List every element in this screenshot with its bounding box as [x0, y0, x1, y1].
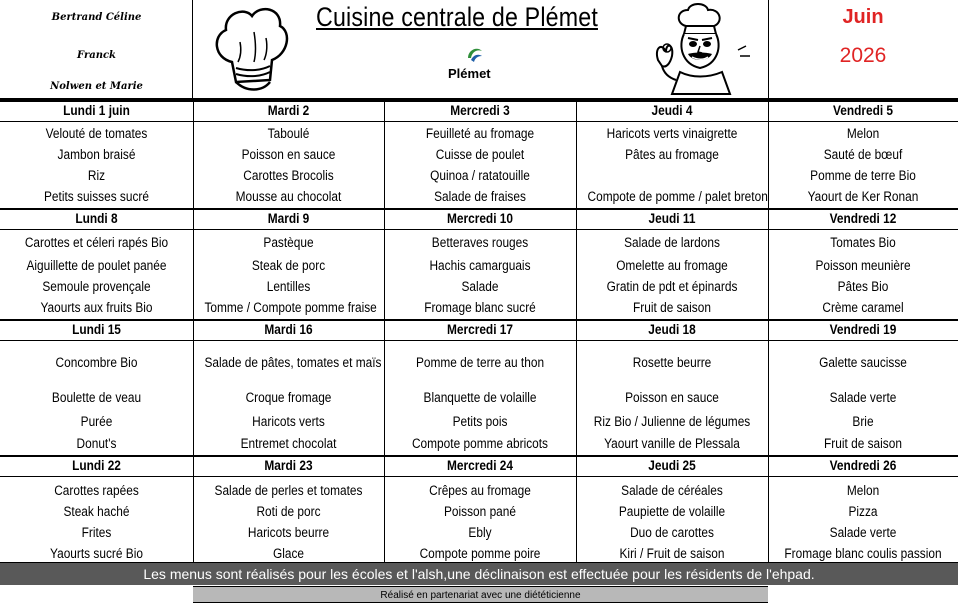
- menu-dish: Yaourts sucré Bio: [50, 546, 143, 561]
- notice-banner: Les menus sont réalisés pour les écoles et l'alsh,une déclinaison est effectuée pour les résidents de l'ehpad.: [0, 563, 958, 585]
- column-divider: [384, 208, 385, 319]
- menu-dish: Haricots verts: [252, 414, 325, 429]
- menu-dish: Yaourt de Ker Ronan: [807, 189, 919, 204]
- menu-dish: Melon: [846, 126, 880, 141]
- day-header: Lundi 15: [72, 322, 121, 337]
- menu-dish: Carottes Brocolis: [243, 168, 334, 183]
- day-header: Vendredi 5: [832, 103, 894, 118]
- day-header-divider: [0, 340, 958, 341]
- day-header: Mercredi 24: [446, 458, 514, 473]
- column-divider: [384, 100, 385, 208]
- menu-dish: Feuilleté au fromage: [425, 126, 535, 141]
- menu-dish: Rosette beurre: [632, 355, 712, 370]
- column-divider: [384, 455, 385, 563]
- menu-dish: Compote de pomme / palet breton: [587, 189, 768, 204]
- menu-dish: Glace: [272, 546, 305, 561]
- menu-dish: Tomates Bio: [830, 235, 896, 250]
- menu-dish: Salade verte: [829, 390, 897, 405]
- menu-dish: Pomme de terre au thon: [415, 355, 545, 370]
- plemet-logo-icon: [465, 46, 485, 64]
- menu-dish: Petits suisses sucré: [44, 189, 149, 204]
- column-divider: [193, 208, 194, 319]
- page-title: Cuisine centrale de Plémet: [316, 2, 598, 32]
- column-divider: [193, 100, 194, 208]
- column-divider: [768, 208, 769, 319]
- menu-dish: Boulette de veau: [51, 390, 142, 405]
- menu-dish: Kiri / Fruit de saison: [619, 546, 725, 561]
- menu-dish: Mousse au chocolat: [235, 189, 342, 204]
- menu-dish: Ebly: [468, 525, 492, 540]
- menu-dish: Haricots beurre: [247, 525, 330, 540]
- menu-dish: Yaourts aux fruits Bio: [40, 300, 153, 315]
- menu-dish: Paupiette de volaille: [618, 504, 726, 519]
- day-header: Lundi 1 juin: [63, 103, 130, 118]
- cook-name: Nolwen et Marie: [50, 81, 143, 92]
- day-header-divider: [0, 229, 958, 230]
- column-divider: [576, 455, 577, 563]
- day-header: Jeudi 18: [648, 322, 696, 337]
- day-header: Mardi 9: [267, 211, 310, 226]
- menu-dish: Semoule provençale: [42, 279, 151, 294]
- day-header: Mardi 2: [267, 103, 310, 118]
- menu-dish: Crème caramel: [822, 300, 904, 315]
- chef-icon: [646, 2, 758, 96]
- menu-dish: Fromage blanc coulis passion: [784, 546, 942, 561]
- menu-dish: Salade de pâtes, tomates et maïs: [204, 355, 382, 370]
- menu-dish: Pomme de terre Bio: [810, 168, 916, 183]
- menu-dish: Fruit de saison: [633, 300, 711, 315]
- column-divider: [193, 455, 194, 563]
- logo-text: Plémet: [448, 66, 491, 81]
- menu-dish: Aiguillette de poulet panée: [26, 258, 167, 273]
- menu-dish: Galette saucisse: [819, 355, 907, 370]
- year-label: 2026: [839, 44, 887, 67]
- menu-dish: Pâtes Bio: [837, 279, 889, 294]
- menu-dish: Pâtes au fromage: [625, 147, 719, 162]
- menu-dish: Poisson en sauce: [241, 147, 336, 162]
- partner-note: Réalisé en partenariat avec une diététicienne: [193, 586, 768, 603]
- menu-dish: Compote pomme abricots: [411, 436, 549, 451]
- column-divider: [384, 319, 385, 455]
- menu-dish: Poisson meunière: [815, 258, 911, 273]
- menu-dish: Blanquette de volaille: [423, 390, 537, 405]
- menu-dish: Poisson pané: [444, 504, 516, 519]
- menu-dish: Gratin de pdt et épinards: [606, 279, 738, 294]
- menu-dish: Pizza: [848, 504, 878, 519]
- menu-dish: Jambon braisé: [57, 147, 136, 162]
- menu-dish: Salade de lardons: [624, 235, 720, 250]
- menu-dish: Betteraves rouges: [431, 235, 529, 250]
- column-divider: [576, 100, 577, 208]
- menu-dish: Sauté de bœuf: [823, 147, 903, 162]
- menu-dish: Fruit de saison: [824, 436, 902, 451]
- menu-dish: Taboulé: [267, 126, 310, 141]
- menu-dish: Concombre Bio: [55, 355, 138, 370]
- day-header: Mercredi 17: [446, 322, 514, 337]
- day-header: Jeudi 11: [648, 211, 696, 226]
- menu-dish: Quinoa / ratatouille: [430, 168, 530, 183]
- menu-dish: Salade de perles et tomates: [214, 483, 363, 498]
- day-header: Lundi 22: [72, 458, 121, 473]
- cook-name: Franck: [77, 50, 116, 61]
- menu-dish: Riz Bio / Julienne de légumes: [593, 414, 751, 429]
- chef-hat-icon: [210, 2, 290, 94]
- menu-dish: Riz: [87, 168, 106, 183]
- menu-dish: Compote pomme poire: [419, 546, 541, 561]
- day-header-divider: [0, 121, 958, 122]
- day-header: Mercredi 10: [446, 211, 514, 226]
- day-header: Vendredi 12: [829, 211, 897, 226]
- menu-dish: Haricots verts vinaigrette: [606, 126, 738, 141]
- day-header: Vendredi 26: [829, 458, 897, 473]
- column-divider: [576, 319, 577, 455]
- day-header: Jeudi 4: [651, 103, 693, 118]
- menu-dish: Frites: [81, 525, 112, 540]
- day-header: Mercredi 3: [450, 103, 510, 118]
- menu-dish: Entremet chocolat: [240, 436, 337, 451]
- column-divider: [768, 100, 769, 208]
- day-header: Lundi 8: [75, 211, 118, 226]
- cook-name: Bertrand Céline: [51, 12, 142, 23]
- menu-dish: Fromage blanc sucré: [424, 300, 536, 315]
- menu-dish: Carottes rapées: [54, 483, 139, 498]
- menu-dish: Salade verte: [829, 525, 897, 540]
- day-header-divider: [0, 476, 958, 477]
- month-label: Juin: [842, 6, 884, 28]
- column-divider: [576, 208, 577, 319]
- column-divider: [768, 455, 769, 563]
- day-header: Mardi 16: [264, 322, 313, 337]
- menu-dish: Purée: [80, 414, 113, 429]
- menu-dish: Velouté de tomates: [45, 126, 148, 141]
- menu-dish: Salade: [461, 279, 499, 294]
- menu-dish: Steak de porc: [251, 258, 326, 273]
- menu-dish: Roti de porc: [256, 504, 321, 519]
- menu-dish: Duo de carottes: [630, 525, 714, 540]
- menu-dish: Donut's: [76, 436, 117, 451]
- day-header: Vendredi 19: [829, 322, 897, 337]
- day-header: Jeudi 25: [648, 458, 696, 473]
- menu-dish: Melon: [846, 483, 880, 498]
- menu-dish: Croque fromage: [245, 390, 332, 405]
- menu-dish: Salade de céréales: [621, 483, 723, 498]
- menu-dish: Pastèque: [263, 235, 314, 250]
- menu-dish: Brie: [852, 414, 874, 429]
- menu-dish: Cuisse de poulet: [435, 147, 525, 162]
- menu-dish: Steak haché: [63, 504, 130, 519]
- menu-dish: Yaourt vanille de Plessala: [604, 436, 740, 451]
- menu-dish: Petits pois: [452, 414, 508, 429]
- day-header: Mardi 23: [264, 458, 313, 473]
- menu-dish: Lentilles: [266, 279, 311, 294]
- menu-dish: Crêpes au fromage: [429, 483, 531, 498]
- menu-dish: Carottes et céleri rapés Bio: [24, 235, 169, 250]
- menu-dish: Hachis camarguais: [429, 258, 531, 273]
- column-divider: [768, 319, 769, 455]
- menu-dish: Salade de fraises: [434, 189, 526, 204]
- menu-dish: Tomme / Compote pomme fraise: [204, 300, 377, 315]
- column-divider: [193, 319, 194, 455]
- menu-dish: Omelette au fromage: [616, 258, 728, 273]
- menu-dish: Poisson en sauce: [625, 390, 719, 405]
